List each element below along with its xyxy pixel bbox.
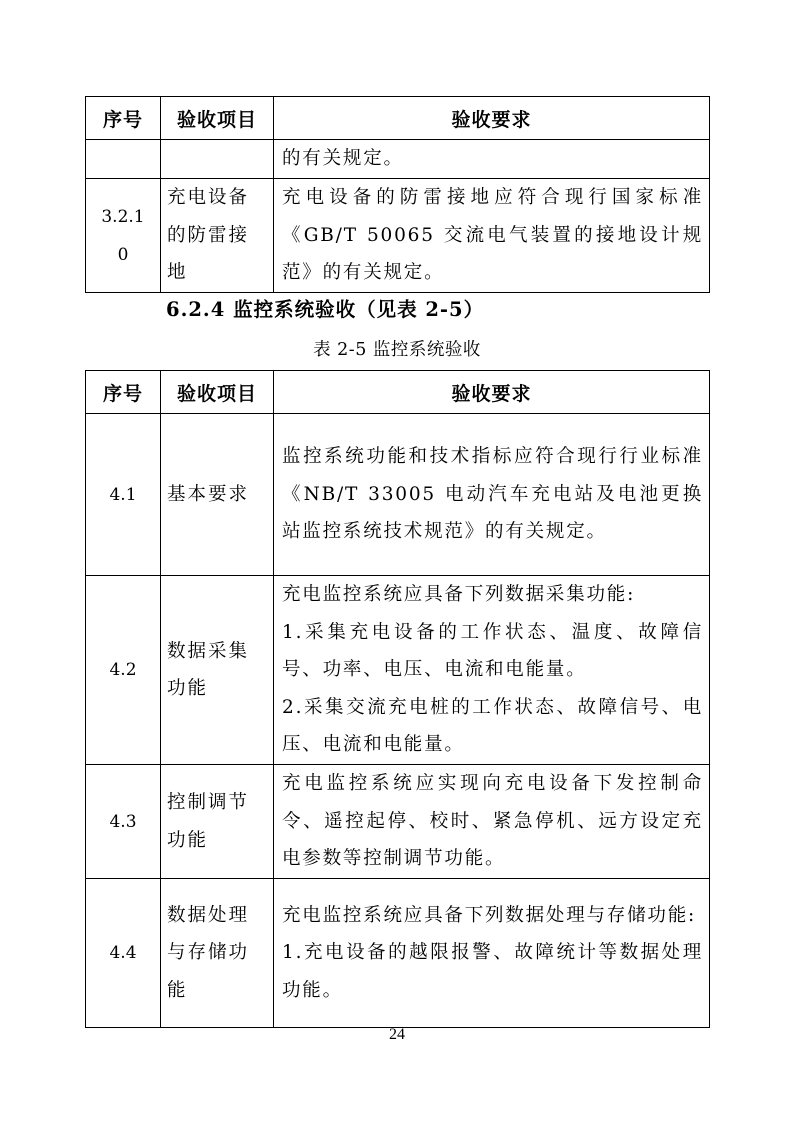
row-item-text: 数据采集 功能 [167, 640, 250, 699]
row-item-text: 数据处理 与存储功 能 [167, 904, 250, 1001]
row-requirement [274, 765, 710, 879]
requirement-line: 1.充电设备的越限报警、故障统计等数据处理功能。 [282, 942, 703, 1001]
header-serial: 序号 [86, 97, 161, 140]
row-item [161, 179, 274, 293]
row-requirement [274, 140, 710, 179]
requirement-line: 充电监控系统应实现向充电设备下发控制命令、遥控起停、校时、紧急停机、远方设定充电参数等控制调节功能。 [282, 773, 703, 870]
table-header-row [86, 97, 710, 140]
table-header-row [86, 371, 710, 414]
header-item: 验收项目 [161, 371, 274, 414]
requirement-line: 充电监控系统应具备下列数据处理与存储功能: [282, 904, 697, 926]
header-serial: 序号 [86, 371, 161, 414]
requirement-line: 充电监控系统应具备下列数据采集功能: [282, 584, 636, 606]
table-monitoring-acceptance [85, 370, 710, 1028]
table-row [86, 765, 710, 879]
row-requirement [274, 414, 710, 576]
table-continued [85, 96, 710, 293]
row-number [86, 140, 161, 179]
row-number: 4.1 [86, 414, 161, 576]
table-row [86, 179, 710, 293]
header-requirement: 验收要求 [274, 97, 710, 140]
table-row [86, 879, 710, 1028]
row-number-text: 3.2.1 0 [101, 206, 145, 265]
requirement-line: 的有关规定。 [282, 148, 404, 170]
row-item [161, 765, 274, 879]
table-row [86, 140, 710, 179]
table-row [86, 414, 710, 576]
requirement-line: 充电设备的防雷接地应符合现行国家标准《GB/T 50065 交流电气装置的接地设计规范》的有关规定。 [282, 187, 703, 284]
requirement-line: 2.采集交流充电桩的工作状态、故障信号、电压、电流和电能量。 [282, 696, 703, 756]
row-item [161, 140, 274, 179]
row-number: 4.2 [86, 576, 161, 765]
row-number: 4.3 [86, 765, 161, 879]
row-item-text: 充电设备 的防雷接 地 [167, 187, 250, 284]
row-number [86, 179, 161, 293]
section-heading: 6.2.4 监控系统验收（见表 2-5） [166, 298, 485, 321]
table-row [86, 576, 710, 765]
requirement-line: 1.采集充电设备的工作状态、温度、故障信号、功率、电压、电流和电能量。 [282, 621, 703, 681]
row-item: 基本要求 [161, 414, 274, 576]
row-requirement [274, 879, 710, 1028]
row-number: 4.4 [86, 879, 161, 1028]
requirement-line: 监控系统功能和技术指标应符合现行行业标准《NB/T 33005 电动汽车充电站及电池更换站监控系统技术规范》的有关规定。 [282, 446, 703, 543]
row-requirement [274, 576, 710, 765]
row-item [161, 576, 274, 765]
row-item [161, 879, 274, 1028]
row-requirement [274, 179, 710, 293]
header-item: 验收项目 [161, 97, 274, 140]
row-item-text: 控制调节 功能 [167, 792, 250, 851]
table-caption: 表 2-5 监控系统验收 [313, 340, 481, 360]
page-number: 24 [389, 1026, 405, 1043]
header-requirement: 验收要求 [274, 371, 710, 414]
